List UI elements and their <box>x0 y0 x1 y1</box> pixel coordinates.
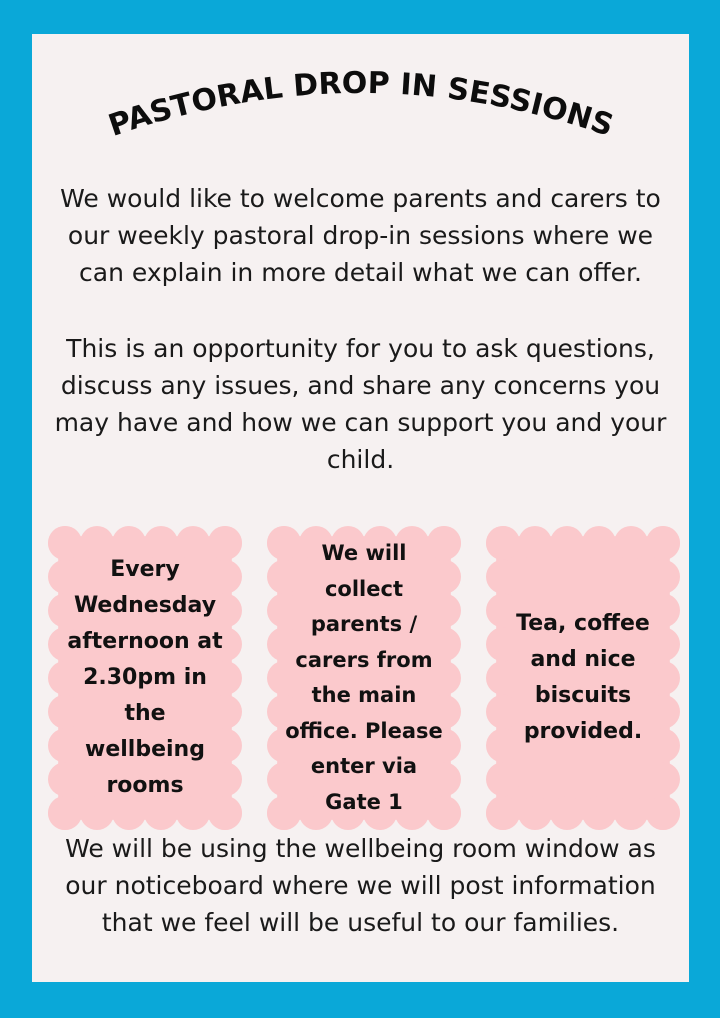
info-box-collection <box>263 522 465 834</box>
info-box-schedule <box>44 522 246 834</box>
info-box-refreshments-text: Tea, coffee and nice biscuits provided. <box>516 611 650 744</box>
info-box-collection-text: We will collect parents / carers from the main office. Please enter via Gate 1 <box>285 541 443 814</box>
svg-text:PASTORAL DROP IN SESSIONS: PASTORAL DROP IN SESSIONS <box>104 65 618 144</box>
info-box-schedule-text: Every Wednesday afternoon at 2.30pm in the wellbeing rooms <box>67 557 223 798</box>
intro-paragraph: We would like to welcome parents and carers to our weekly pastoral drop-in sessions where we can explain in more detail what we can offer. <box>60 184 661 287</box>
opportunity-paragraph: This is an opportunity for you to ask questions, discuss any issues, and share any concerns you may have and how we can support you and your child. <box>54 334 667 474</box>
closing-paragraph: We will be using the wellbeing room window as our noticeboard where we will post information that we feel will be useful to our families. <box>65 834 656 937</box>
flyer-page <box>32 34 689 982</box>
info-box-refreshments <box>482 522 684 834</box>
flyer-title <box>32 34 689 164</box>
